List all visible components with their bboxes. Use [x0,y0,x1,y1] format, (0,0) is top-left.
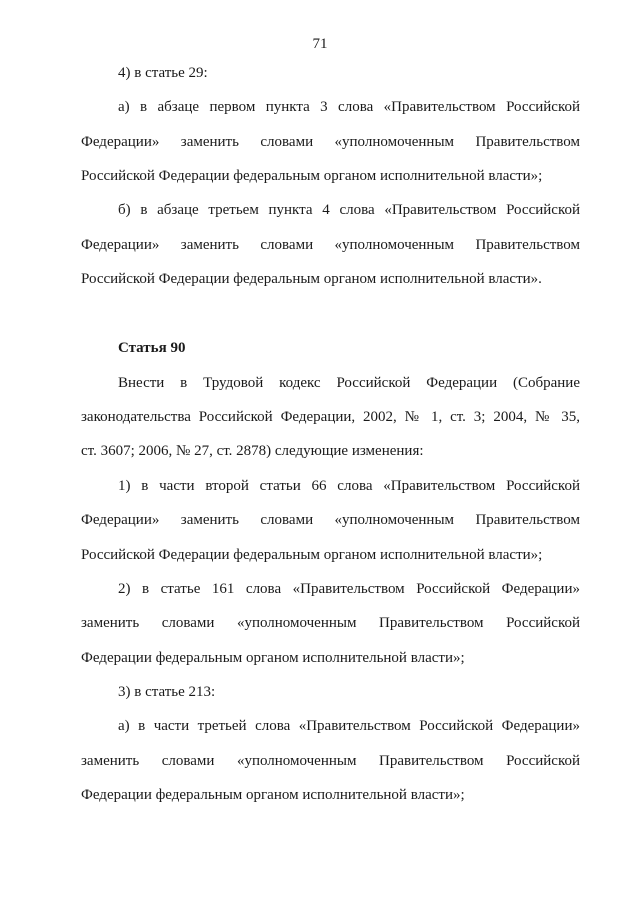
paragraph-line: Российской Федерации федеральным органом исполнительной власти»; [81,547,543,563]
paragraph-line: Внести в Трудовой кодекс Российской Федерации (Собрание [118,375,580,391]
list-item-article-29: 4) в статье 29: [118,65,208,81]
page-number: 71 [312,36,328,52]
paragraph-line: ст. 3607; 2006, № 27, ст. 2878) следующие изменения: [81,443,424,459]
paragraph-line: Федерации» заменить словами «уполномоченным Правительством [81,237,580,253]
paragraph-line: 1) в части второй статьи 66 слова «Правительством Российской [118,478,580,494]
paragraph-line: Федерации» заменить словами «уполномоченным Правительством [81,134,580,150]
paragraph-line: заменить словами «уполномоченным Правительством Российской [81,753,580,769]
paragraph-line: Федерации» заменить словами «уполномоченным Правительством [81,512,580,528]
paragraph-line: Федерации федеральным органом исполнительной власти»; [81,787,465,803]
paragraph-line: 2) в статье 161 слова «Правительством Российской Федерации» [118,581,580,597]
paragraph-line: Российской Федерации федеральным органом исполнительной власти». [81,271,542,287]
paragraph-line: законодательства Российской Федерации, 2002, № 1, ст. 3; 2004, № 35, [81,409,580,425]
paragraph-line: б) в абзаце третьем пункта 4 слова «Правительством Российской [118,202,580,218]
paragraph-line: Российской Федерации федеральным органом исполнительной власти»; [81,168,543,184]
paragraph-line: Федерации федеральным органом исполнительной власти»; [81,650,465,666]
paragraph-line: а) в части третьей слова «Правительством Российской Федерации» [118,718,580,734]
article-heading: Статья 90 [118,340,186,356]
paragraph-line: а) в абзаце первом пункта 3 слова «Правительством Российской [118,99,580,115]
paragraph-line: заменить словами «уполномоченным Правительством Российской [81,615,580,631]
list-item-article-213: 3) в статье 213: [118,684,216,700]
